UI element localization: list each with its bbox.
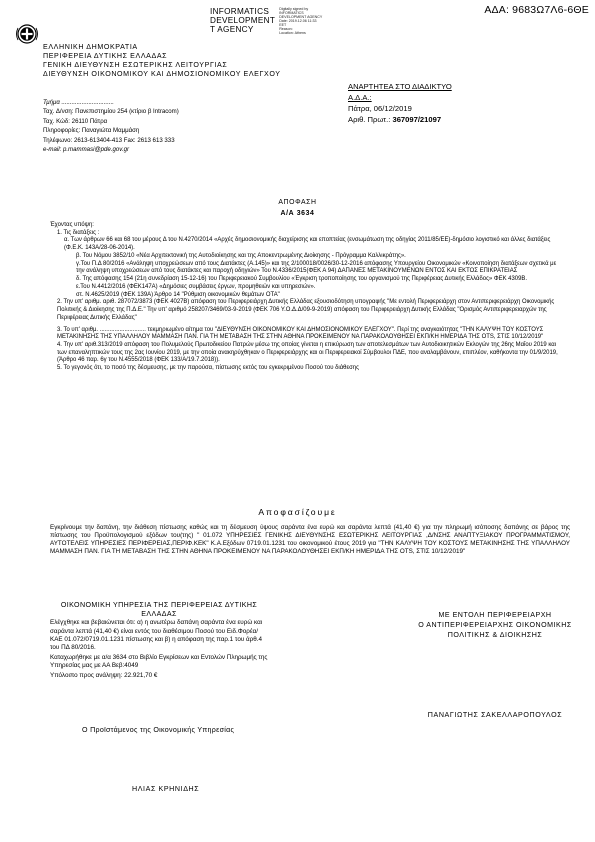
stamp-line-2: DEVELOPMENT — [210, 15, 276, 25]
decision-number: Α/Α 3634 — [280, 210, 315, 218]
head-of-finance-name: ΗΛΙΑΣ ΚΡΗΝΙΔΗΣ — [132, 785, 200, 793]
posting-info — [348, 81, 452, 125]
sign-line-1: ΜΕ ΕΝΤΟΛΗ ΠΕΡΙΦΕΡΕΙΑΡΧΗ — [438, 611, 552, 619]
postal-address: Ταχ. Δ/νση: Πανεπιστημίου 254 (κτίριο β Intracom) — [43, 108, 179, 116]
org-line: ΕΛΛΗΝΙΚΗ ΔΗΜΟΚΡΑΤΙΑ — [43, 43, 138, 51]
finance-approval-block — [50, 601, 268, 681]
posted-online-label: ΑΝΑΡΤΗΤΕΑ ΣΤΟ ΔΙΑΔΙΚΤΥΟ — [348, 82, 452, 91]
protocol-value: 367097/21097 — [392, 115, 442, 124]
consideration-item: δ. Της απόφασης 154 (21η συνεδρίαση 15-12-16) του Περιφερειακού Συμβουλίου «Έγκριση τροποποίησης του οργανισμού της Περιφέρειας Δυτικής Ελλάδος» ΦΕΚ 4309Β. — [76, 276, 528, 283]
consideration-item: Έχοντας υπόψη: — [50, 222, 94, 228]
sign-line-3: ΠΟΛΙΤΙΚΗΣ & ΔΙΟΙΚΗΣΗΣ — [447, 630, 543, 639]
consideration-item: 3. Το υπ' αριθμ. ............................ τεκμηριωμένο αίτημα του "ΔΙΕΥΘΥΝΣΗ ΟΙΚΟΝΟΜΙΚΟΥ ΚΑΙ ΔΗΜΟΣΙΟΝΟΜΙΚΟΥ ΕΛΕΓΧΟΥ". Περί της αναγκαιότητας "ΤΗΝ ΚΑΛΥΨΗ ΤΟΥ ΚΟΣΤΟΥΣ ΜΕΤΑΚΙΝΗΣΗΣ ΤΗΣ ΥΠΑΛΛΗΛΟΥ ΜΑΜΜΑΣΗ ΠΑΝ. ΓΙΑ ΤΗ ΜΕΤΑΒΑΣΗ ΤΗΣ ΣΤΗΝ ΑΘΗΝΑ ΠΡΟΚΕΙΜΕΝΟΥ ΝΑ ΠΑΡΑΚΟΛΟΥΘΗΣΕΙ ΕΚΠ/ΚΗ ΗΜΕΡΙΔΑ ΤΗΣ OTS, ΣΤΙΣ 10/12/2019" — [57, 326, 544, 341]
stamp-line-3: T AGENCY — [210, 24, 254, 34]
decision-heading — [0, 197, 595, 220]
consideration-item: α. Των άρθρων 66 και 68 του μέρους Δ του Ν.4270/2014 «Αρχές δημοσιονομικής διαχείρισης και εποπτείας (ενσωμάτωση της οδηγίας 2011/85/ΕΕ)-δημόσιο λογιστικό και άλλες διατάξεις (Φ.Ε.Κ. 143Α/28-06-2014). — [64, 237, 551, 252]
email: e-mail: p.mammasi@pde.gov.gr — [43, 146, 129, 154]
department: Τμήμα ............................... — [43, 99, 114, 106]
stamp-small-line: Digitally signed by — [279, 7, 309, 11]
ada-code: ΑΔΑ: 9683Ω7Λ6-6ΘΕ — [484, 4, 589, 16]
consideration-item: 2. Την υπ' αριθμ. αριθ. 287072/3873 (ΦΕΚ 4027Β) απόφαση του Περιφερειάρχη Δυτικής Ελλάδας εξουσιοδότηση υπογραφής "Με εντολή Περιφερειάρχη στον Αντιπεριφερειάρχη Οικονομικής Πολιτικής & Διοίκησης της Π.Δ.Ε." Την υπ' αριθμό 258207/3469/03-9-2019 (ΦΕΚ 706 Υ.Ο.Δ.Δ/09-9-2019) απόφαση του Περιφερειάρχη Δυτικής Ελλάδας "Ορισμός Αντιπεριφερειαρχών της Περιφέρειας Δυτικής Ελλάδας" — [57, 299, 555, 321]
postal-code: Ταχ. Κώδ: 26110 Πάτρα — [43, 117, 108, 125]
finance-balance: Υπόλοιπο προς ανάληψη: 22.921,70 € — [50, 672, 158, 680]
consideration-item: γ.Του Π.Δ 80/2016 «Ανάληψη υποχρεώσεων από τους Διατάκτες (Α.145)» και της 2/100018/0026/30-12-2016 απόφασης Υπουργείου Οικονομικών «Κοινοποίηση διατάξεων σχετικά με την ανάληψη υποχρεώσεων από τους διατάκτες και παροχή οδηγιών» Του Ν.4336/2015(ΦΕΚ Α 94) ΔΑΠΑΝΕΣ ΜΕΤΑΚΙΝΟΥΜΕΝΩΝ ΕΝΤΟΣ ΚΑΙ ΕΚΤΟΣ ΕΠΙΚΡΑΤΕΙΑΣ — [76, 260, 557, 275]
stamp-small-line: Location: Athens — [279, 30, 306, 35]
signatory-name: ΠΑΝΑΓΙΩΤΗΣ ΣΑΚΕΛΛΑΡΟΠΟΥΛΟΣ — [427, 711, 563, 719]
stamp-small-line: DEVELOPMENT AGENCY — [279, 14, 323, 19]
consideration-item: ε.Του Ν.4412/2016 (ΦΕΚ147Α) «Δημόσιες συμβάσεις έργων, προμηθειών και υπηρεσιών». — [76, 283, 316, 290]
stamp-small-line: INFORMATICS — [279, 10, 304, 15]
stamp-small-line: Date: 2019.12.06 11:33 — [279, 18, 317, 23]
head-of-finance-label: Ο Προϊστάμενος της Οικονομικής Υπηρεσίας — [82, 726, 235, 734]
stamp-line-1: INFORMATICS — [210, 7, 270, 16]
decide-heading: Αποφασίζουμε — [258, 507, 337, 517]
protocol-label: Αριθ. Πρωτ.: — [348, 115, 391, 124]
document-date: Πάτρα, 06/12/2019 — [348, 104, 412, 113]
stamp-small-line: EET — [279, 22, 287, 27]
contact-person: Πληροφορίες: Παναγιώτα Μαμμάση — [43, 127, 140, 135]
considerations-list — [50, 222, 564, 373]
organization-header — [43, 43, 281, 79]
consideration-item: 1. Τις διατάξεις : — [57, 229, 100, 236]
decision-title: ΑΠΟΦΑΣΗ — [278, 199, 317, 206]
org-line: ΔΙΕΥΘΥΝΣΗ ΟΙΚΟΝΟΜΙΚΟΥ ΚΑΙ ΔΗΜΟΣΙΟΝΟΜΙΚΟΥ ΕΛΕΓΧΟΥ — [43, 69, 281, 78]
finance-title-1: ΟΙΚΟΝΟΜΙΚΗ ΥΠΗΡΕΣΙΑ ΤΗΣ ΠΕΡΙΦΕΡΕΙΑΣ ΔΥΤΙΚΗΣ — [60, 601, 258, 609]
consideration-item: 4. Την υπ' αριθ.313/2019 απόφαση του Πολυμελούς Πρωτοδικείου Πατρών μέσω της οποίας γίνεται η επικύρωση των αποτελεσμάτων των Αυτοδιοικητικών Εκλογών της 26ης Μαΐου 2019 και των επαναληπτικών τους της 2ας Ιουνίου 2019, με την οποία ανακηρύχθηκαν ο Περιφερειάρχης και οι Περιφερειακοί Σύμβουλοι ΠΔΕ, που αναλαμβάνουν, επιπλέον, καθήκοντα την 01/9/2019, (Άρθρο 46 παρ. 6γ του Ν.4555/2018 (ΦΕΚ 133/Α/19.7.2018)). — [57, 342, 558, 364]
protocol-number — [348, 114, 452, 125]
stamp-small-line: Reason: — [279, 26, 293, 31]
finance-check-paragraph: Ελέγχθηκε και βεβαιώνεται ότι: α) η ανωτέρω δαπάνη σαράντα ένα ευρώ και σαράντα λεπτά (41,40 €) είναι εντός του διαθέσιμου Ποσού του Ειδ.Φορέα/ΚΑΕ 01.072/0719.01.1231 πίστωσης και β) η απόφαση της παρ.1 του άρθ.4 του ΠΔ 80/2016. — [50, 619, 263, 651]
org-line: ΠΕΡΙΦΕΡΕΙΑ ΔΥΤΙΚΗΣ ΕΛΛΑΔΑΣ — [43, 51, 168, 60]
consideration-item: στ. Ν.4625/2019 (ΦΕΚ 139Α) Άρθρο 14 "Ρύθμιση οικονομικών θεμάτων ΟΤΑ" — [76, 291, 280, 298]
finance-registered: Καταχωρήθηκε με α/α 3634 στο Βιβλίο Εγκρίσεων και Εντολών Πληρωμής της Υπηρεσίας μας με ΑΑ Βεβ:4049 — [50, 654, 268, 670]
phone-fax: Τηλέφωνο: 2613-613404-413 Fax: 2613 613 333 — [43, 136, 175, 144]
consideration-item: 5. Το γεγονός ότι, το ποσό της δέσμευσης, με την παρούσα, πίστωσης εκτός του εγκεκριμένου Ποσού του διάθεσης — [57, 365, 359, 372]
org-line: ΓΕΝΙΚΗ ΔΙΕΥΘΥΝΣΗ ΕΣΩΤΕΡΙΚΗΣ ΛΕΙΤΟΥΡΓΙΑΣ — [43, 60, 228, 69]
ada-label: Α.Δ.Α.: — [348, 93, 372, 102]
consideration-item: β. Του Νόμου 3852/10 «Νέα Αρχιτεκτονική της Αυτοδιοίκησης και της Αποκεντρωμένης Διοίκησης - Πρόγραμμα Καλλικράτης». — [76, 252, 406, 259]
decide-paragraph: Εγκρίνουμε την δαπάνη, την διάθεση πίστωσης καθώς και τη δέσμευση ύψους σαράντα ένα ευρώ και σαράντα λεπτά (41,40 €) για την πληρωμή ισόποσης δαπάνης σε βάρος της πίστωσης του Προϋπολογισμού εξόδων του(της) " 01.072 ΥΠΗΡΕΣΙΕΣ ΓΕΝΙΚΗΣ ΔΙΕΥΘΥΝΣΗΣ ΕΣΩΤΕΡΙΚΗΣ ΛΕΙΤΟΥΡΓΙΑΣ ,Δ/ΝΣΗΣ ΑΝΑΠΤΥΞΙΑΚΟΥ ΠΡΟΓΡΑΜΜΑΤΙΣΜΟΥ, ΑΥΤΟΤΕΛΕΙΣ ΥΠΗΡΕΣΙΕΣ ΠΕΡΙΦΕΡΕΙΑΣ,ΠΕΡΙΦ.ΚΕΚ" Κ.Α.Εξόδων 0719.01.1231 του οικονομικού έτους 2019 για "ΤΗΝ ΚΑΛΥΨΗ ΤΟΥ ΚΟΣΤΟΥΣ ΜΕΤΑΚΙΝΗΣΗΣ ΤΗΣ ΥΠΑΛΛΗΛΟΥ ΜΑΜΜΑΣΗ ΠΑΝ. ΓΙΑ ΤΗ ΜΕΤΑΒΑΣΗ ΤΗΣ ΣΤΗΝ ΑΘΗΝΑ ΠΡΟΚΕΙΜΕΝΟΥ ΝΑ ΠΑΡΑΚΟΛΟΥΘΗΣΕΙ ΕΚΠ/ΚΗ ΗΜΕΡΙΔΑ ΤΗΣ OTS, ΣΤΙΣ 10/12/2019" — [50, 524, 570, 556]
digital-signature-stamp — [210, 8, 322, 36]
contact-info — [43, 98, 179, 155]
finance-title-2: ΕΛΛΑΔΑΣ — [141, 610, 177, 619]
signatory-block — [395, 611, 595, 641]
sign-line-2: Ο ΑΝΤΙΠΕΡΙΦΕΡΕΙΑΡΧΗΣ ΟΙΚΟΝΟΜΙΚΗΣ — [418, 620, 572, 629]
